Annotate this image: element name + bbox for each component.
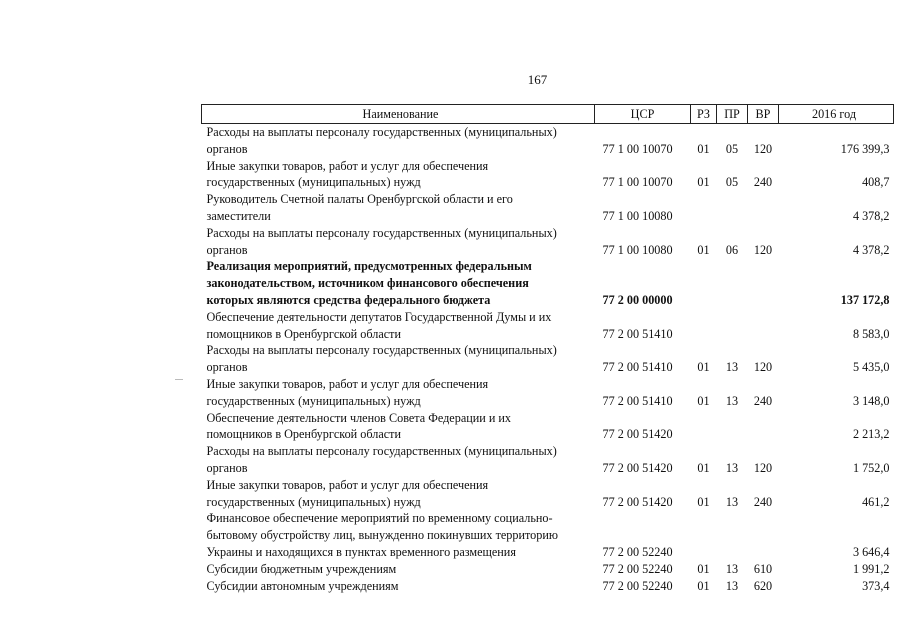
table-row	[202, 561, 894, 578]
row-name	[202, 510, 595, 560]
table-row	[202, 477, 894, 511]
page-number: 167	[527, 72, 548, 87]
row-vr: 240	[753, 175, 773, 190]
budget-table	[201, 104, 894, 594]
row-name-line: Расходы на выплаты персоналу государственных (муниципальных)	[206, 125, 557, 139]
row-rz: 01	[697, 578, 710, 593]
row-name	[202, 561, 595, 578]
row-sum: 408,7	[862, 175, 890, 190]
row-csr: 77 2 00 52240	[602, 578, 673, 593]
row-sum: 3 148,0	[852, 393, 890, 408]
row-name-line: Субсидии бюджетным учреждениям	[206, 561, 397, 576]
row-csr: 77 2 00 52240	[602, 544, 673, 559]
row-name-line: Расходы на выплаты персоналу государственных (муниципальных)	[206, 343, 557, 358]
row-name	[202, 578, 595, 595]
row-name-line: Расходы на выплаты персоналу государственных (муниципальных)	[206, 444, 557, 459]
row-rz	[691, 510, 717, 560]
row-csr: 77 1 00 10080	[602, 242, 673, 257]
row-rz: 01	[697, 360, 710, 375]
row-vr: 120	[753, 460, 773, 475]
row-rz	[691, 258, 717, 308]
row-name-line: Субсидии автономным учреждениям	[206, 578, 399, 593]
row-name-line: заместители	[206, 208, 271, 223]
table-row	[202, 342, 894, 376]
row-name-line: Обеспечение деятельности членов Совета Федерации и их	[206, 410, 512, 425]
row-sum: 3 646,4	[852, 544, 890, 559]
row-pr: 13	[725, 561, 739, 576]
row-rz: 01	[697, 393, 710, 408]
row-sum: 8 583,0	[852, 326, 890, 341]
row-rz	[691, 410, 717, 444]
row-sum: 373,4	[862, 578, 890, 593]
table-row	[202, 410, 894, 444]
row-sum: 4 378,2	[852, 242, 890, 257]
row-name	[202, 191, 595, 225]
row-name-line: помощников в Оренбургской области	[206, 326, 401, 341]
row-vr: 620	[753, 578, 773, 593]
row-csr: 77 2 00 00000	[602, 292, 673, 307]
row-csr: 77 1 00 10070	[602, 141, 673, 156]
row-pr: 13	[725, 393, 739, 408]
row-pr	[717, 258, 748, 308]
row-csr: 77 2 00 51420	[602, 460, 673, 475]
row-name-line: Реализация мероприятий, предусмотренных федеральным	[206, 259, 532, 274]
row-pr	[717, 191, 748, 225]
row-name-line: органов	[206, 360, 248, 375]
row-vr: 120	[753, 360, 773, 375]
row-name	[202, 410, 595, 444]
row-name	[202, 477, 595, 511]
row-pr	[717, 510, 748, 560]
table-row	[202, 510, 894, 560]
row-name-line: которых являются средства федерального бюджета	[206, 292, 491, 307]
row-pr: 05	[725, 141, 739, 156]
row-rz	[691, 191, 717, 225]
row-name-line: государственных (муниципальных) нужд	[206, 175, 421, 190]
row-name-line: органов	[206, 460, 248, 475]
header-name: Наименование	[202, 105, 595, 124]
row-name-line: Иные закупки товаров, работ и услуг для обеспечения	[206, 477, 489, 492]
table-row	[202, 124, 894, 158]
row-vr: 240	[753, 494, 773, 509]
row-sum: 176 399,3	[840, 141, 890, 156]
row-vr	[748, 510, 779, 560]
row-name-line: органов	[206, 242, 248, 257]
row-sum: 461,2	[862, 494, 890, 509]
table-row	[202, 376, 894, 410]
row-vr	[748, 258, 779, 308]
row-rz: 01	[697, 141, 710, 156]
header-vr: ВР	[748, 105, 779, 124]
row-pr: 13	[725, 578, 739, 593]
row-rz	[691, 309, 717, 343]
row-csr: 77 2 00 52240	[602, 561, 673, 576]
row-name	[202, 443, 595, 477]
header-pr: ПР	[717, 105, 748, 124]
row-rz: 01	[697, 561, 710, 576]
row-pr	[717, 410, 748, 444]
row-name-line: Расходы на выплаты персоналу государственных (муниципальных)	[206, 225, 557, 240]
row-rz: 01	[697, 494, 710, 509]
row-pr	[717, 309, 748, 343]
row-vr	[748, 410, 779, 444]
row-name-line: государственных (муниципальных) нужд	[206, 494, 421, 509]
row-sum: 137 172,8	[840, 292, 890, 307]
row-csr: 77 1 00 10070	[602, 175, 673, 190]
row-name-line: Руководитель Счетной палаты Оренбургской области и его	[206, 192, 513, 207]
table-row	[202, 578, 894, 595]
row-name	[202, 309, 595, 343]
row-vr	[748, 191, 779, 225]
table-row	[202, 258, 894, 308]
row-pr: 06	[725, 242, 739, 257]
row-name-line: Украины и находящихся в пунктах временного размещения	[206, 544, 516, 559]
row-name	[202, 258, 595, 308]
row-name	[202, 376, 595, 410]
margin-mark	[175, 379, 183, 380]
row-vr: 120	[753, 141, 773, 156]
row-name-line: помощников в Оренбургской области	[206, 427, 401, 442]
table-row	[202, 225, 894, 259]
row-csr: 77 1 00 10080	[602, 208, 673, 223]
row-csr: 77 2 00 51410	[602, 360, 673, 375]
row-name-line: законодательством, источником финансового обеспечения	[206, 276, 529, 291]
row-rz: 01	[697, 460, 710, 475]
row-vr: 610	[753, 561, 773, 576]
header-year: 2016 год	[779, 105, 894, 124]
row-csr: 77 2 00 51410	[602, 393, 673, 408]
table-header-row	[202, 105, 894, 124]
row-name-line: Иные закупки товаров, работ и услуг для обеспечения	[206, 376, 489, 391]
row-vr: 240	[753, 393, 773, 408]
row-vr	[748, 309, 779, 343]
table-row	[202, 191, 894, 225]
row-csr: 77 2 00 51420	[602, 494, 673, 509]
header-rz: РЗ	[691, 105, 717, 124]
row-rz: 01	[697, 242, 710, 257]
row-name-line: Обеспечение деятельности депутатов Государственной Думы и их	[206, 309, 552, 324]
row-rz: 01	[697, 175, 710, 190]
row-vr: 120	[753, 242, 773, 257]
row-csr: 77 2 00 51420	[602, 427, 673, 442]
row-name-line: государственных (муниципальных) нужд	[206, 393, 421, 408]
row-pr: 13	[725, 460, 739, 475]
table-body	[202, 124, 894, 595]
row-sum: 1 991,2	[852, 561, 890, 576]
row-sum: 5 435,0	[852, 360, 890, 375]
row-name-line: бытовому обустройству лиц, вынужденно покинувших территорию	[206, 528, 559, 543]
row-name	[202, 342, 595, 376]
row-csr: 77 2 00 51410	[602, 326, 673, 341]
row-name	[202, 158, 595, 192]
row-sum: 2 213,2	[852, 427, 890, 442]
row-pr: 13	[725, 360, 739, 375]
row-sum: 1 752,0	[852, 460, 890, 475]
row-name-line: органов	[206, 141, 248, 156]
row-pr: 05	[725, 175, 739, 190]
row-name	[202, 225, 595, 259]
header-csr: ЦСР	[595, 105, 691, 124]
table-row	[202, 443, 894, 477]
table-row	[202, 158, 894, 192]
row-name-line: Иные закупки товаров, работ и услуг для обеспечения	[206, 158, 489, 173]
row-pr: 13	[725, 494, 739, 509]
row-sum: 4 378,2	[852, 208, 890, 223]
row-name-line: Финансовое обеспечение мероприятий по временному социально-	[206, 511, 553, 526]
table-row	[202, 309, 894, 343]
row-name	[202, 124, 595, 158]
